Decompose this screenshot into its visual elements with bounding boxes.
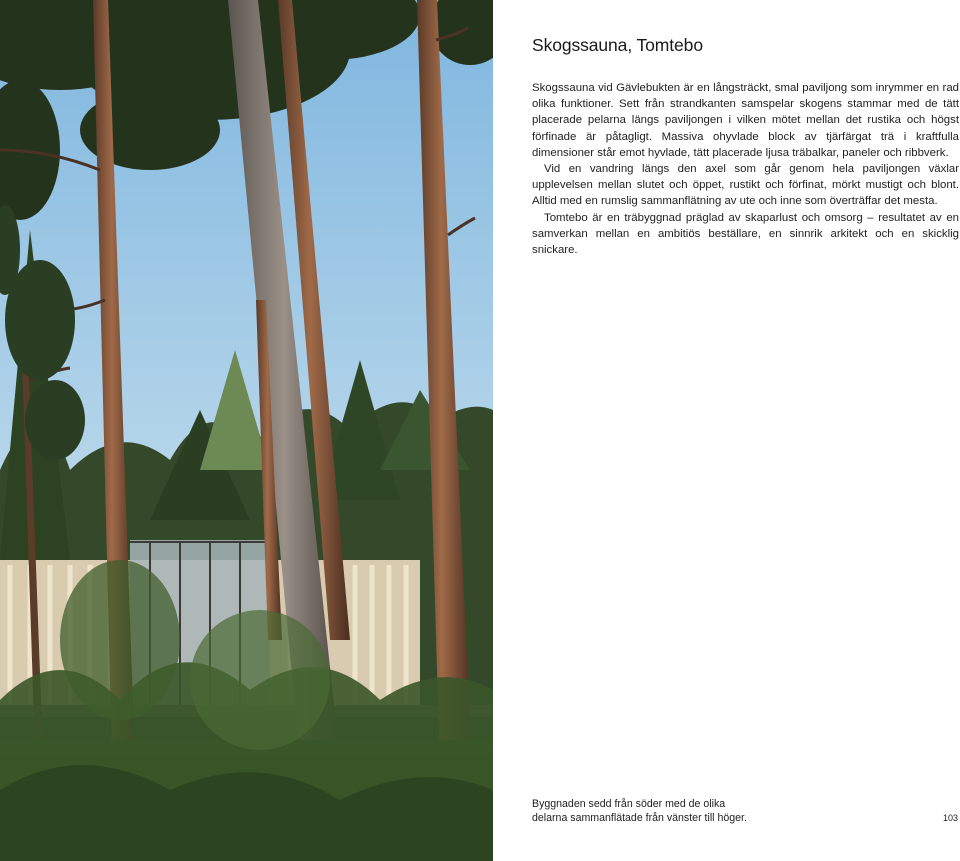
caption-line: delarna sammanflätade från vänster till höger. (532, 812, 747, 824)
article-title: Skogssauna, Tomtebo (532, 35, 703, 55)
text-column (532, 0, 960, 861)
page-number: 103 (942, 813, 958, 823)
paragraph: Skogssauna vid Gävlebukten är en långsträckt, smal paviljong som inrymmer en rad olika funktioner. Sett från strandkanten samspelar skogens stammar med de tätt placerade pelarna längs paviljongen i vilken mötet mellan det rustika och högst förfinade är påtagligt. Massiva ohyvlade block av tjärfärgat trä i kraftfulla dimensioner står emot hyvlade, tätt placerade ljusa träbalkar, paneler och ribbverk. (532, 82, 959, 159)
paragraph: Tomtebo är en träbyggnad präglad av skaparlust och omsorg – resultatet av en samverkan mellan en ambitiös beställare, en sinnrik arkitekt och en skicklig snickare. (532, 211, 959, 257)
paragraph: Vid en vandring längs den axel som går genom hela paviljongen växlar upplevelsen mellan slutet och öppet, rustikt och förfinat, mörkt mustigt och blont. Alltid med en rumslig sammanflätning av ute och inne som överträffar det mesta. (532, 163, 959, 208)
caption-line: Byggnaden sedd från söder med de olika (532, 798, 726, 810)
photo-caption (532, 797, 892, 825)
article-body (532, 80, 959, 258)
